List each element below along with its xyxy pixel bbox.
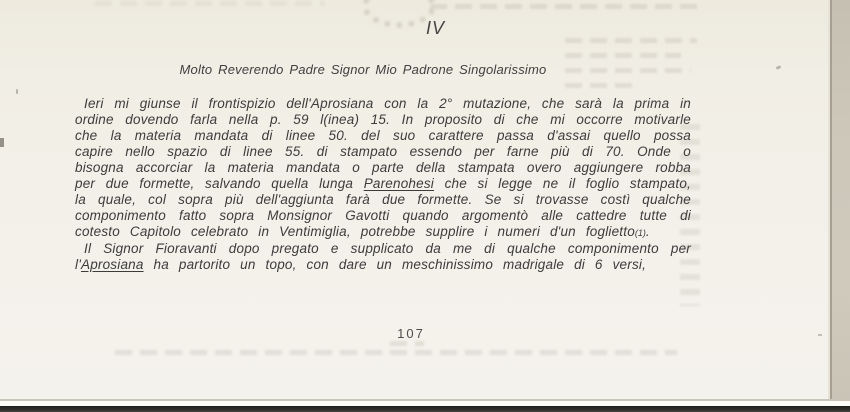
paragraph-2 [75, 241, 691, 273]
scan-background-band [0, 406, 850, 412]
paragraph-2-text: ha partorito un topo, con dare un meschinissimo madrigale di 6 versi, [143, 257, 647, 272]
scan-speck [0, 138, 4, 147]
bleedthrough-text-line [565, 53, 681, 58]
page-edge-strip [830, 0, 850, 404]
bleedthrough-text-line [565, 83, 639, 88]
underlined-term-parenohesi: Parenohesi [363, 176, 435, 191]
letter-body [75, 96, 691, 273]
salutation-heading: Molto Reverendo Padre Signor Mio Padrone Singolarissimo [179, 62, 547, 77]
bleedthrough-text-line [95, 1, 325, 6]
underlined-term-aprosiana: Aprosiana [80, 257, 144, 272]
paragraph-1 [75, 96, 691, 241]
bleedthrough-text-line [115, 350, 677, 355]
paragraph-2-text: Il Signor Fioravanti dopo pregato e supplicato da me di qualche componimento per l' [75, 241, 691, 272]
paragraph-1-text: Ieri mi giunse il frontispizio dell'Aprosiana con la 2° mutazione, che sarà la prima in ordine dovendo farla nella p. 59 l(inea) 15. In proposito di che mi occorre motivarle che la materia mandata di linee 50. del suo carattere passa d'assai quello possa capire nello spazio di linee 55. di stampato essendo per farne più di 70. Onde o bisogna accorciar la materia mandata o parte della stampata overo aggiungere robba per due formette, salvando quella lunga [75, 96, 691, 191]
bleedthrough-text-line [430, 4, 698, 9]
section-number: IV [425, 18, 445, 38]
scan-speck [776, 65, 782, 70]
scan-speck [16, 89, 18, 94]
paragraph-1-text: che si legge ne il foglio stampato, la quale, col sopra più dell'aggiunta farà due formette. Se si trovasse costì qualche componimento fatto sopra Monsignor Gavotti quando argomentò alle cattedre tutte di cotesto Capitolo celebrato in Ventimiglia, potrebbe supplire i numeri d'un foglietto [75, 176, 691, 239]
bleedthrough-text-line [390, 341, 424, 346]
footnote-marker: (1) [634, 228, 646, 238]
page-number: 107 [397, 326, 425, 341]
paragraph-1-text: . [645, 224, 650, 239]
